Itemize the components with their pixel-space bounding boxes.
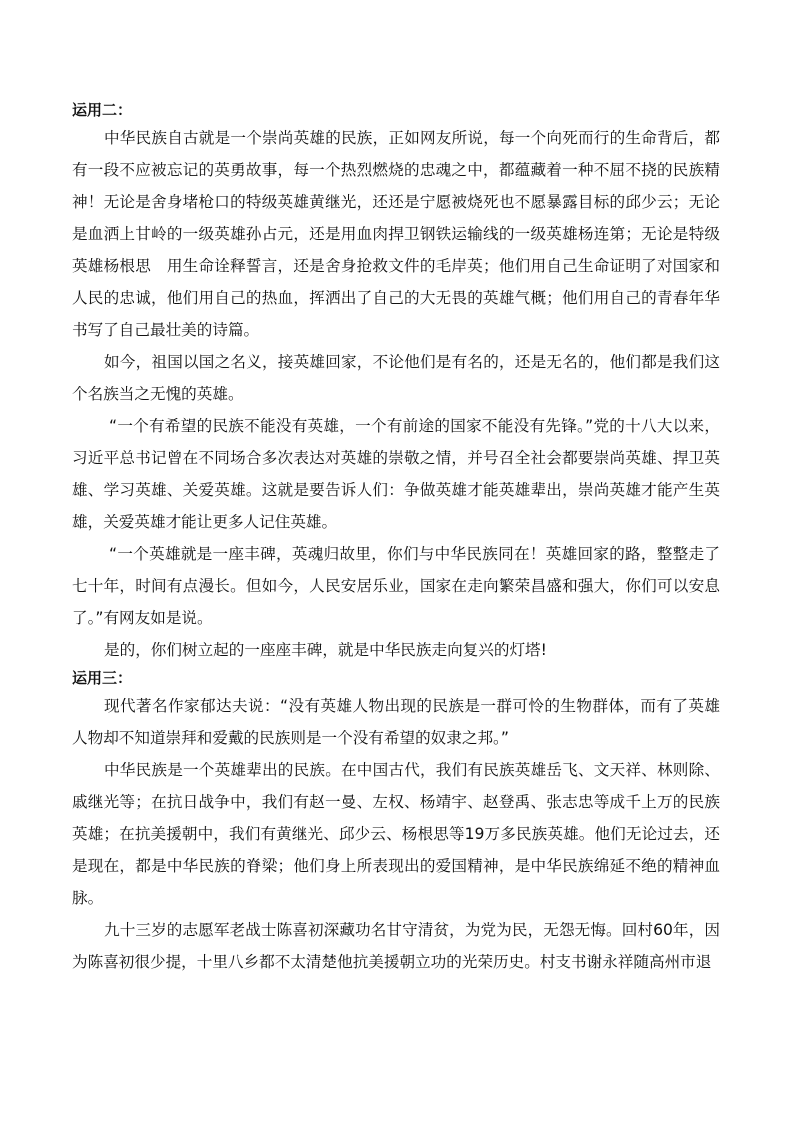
paragraph: “一个有希望的民族不能没有英雄，一个有前途的国家不能没有先锋。”党的十八大以来，习近平总书记曾在不同场合多次表达对英雄的崇敬之情，并号召全社会都要崇尚英雄、捍卫英雄、学习英雄、关爱英雄。这就是要告诉人们：争做英雄才能英雄辈出，崇尚英雄才能产生英雄，关爱英雄才能让更多人记住英雄。: [72, 417, 720, 531]
paragraph: 中华民族是一个英雄辈出的民族。在中国古代，我们有民族英雄岳飞、文天祥、林则除、戚继光等；在抗日战争中，我们有赵一曼、左权、杨靖宇、赵登禹、张志忠等成千上万的民族英雄；在抗美援朝中，我们有黄继光、邱少云、杨根思等19万多民族英雄。他们无论过去，还是现在，都是中华民族的脊梁；他们身上所表现出的爱国精神，是中华民族绵延不绝的精神血脉。: [72, 761, 720, 907]
paragraph: 现代著名作家郁达夫说：“没有英雄人物出现的民族是一群可怜的生物群体，而有了英雄人物却不知道崇拜和爱戴的民族则是一个没有希望的奴隶之邦。”: [72, 697, 720, 747]
paragraph: 中华民族自古就是一个崇尚英雄的民族，正如网友所说，每一个向死而行的生命背后，都有一段不应被忘记的英勇故事，每一个热烈燃烧的忠魂之中，都蕴藏着一种不屈不挠的民族精神！无论是舍身堵枪口的特级英雄黄继光，还还是宁愿被烧死也不愿暴露目标的邱少云；无论是血洒上甘岭的一级英雄孙占元，还是用血肉捍卫钢铁运输线的一级英雄杨连第；无论是特级英雄杨根思 用生命诠释誓言，还是舍身抢救文件的毛岸英；他们用自己生命证明了对国家和人民的忠诚，他们用自己的热血，挥洒出了自己的大无畏的英雄气概；他们用自己的青春年华书写了自己最壮美的诗篇。: [72, 129, 720, 339]
section-heading: 运用三：: [72, 669, 133, 687]
section-usage-two: [72, 98, 720, 666]
paragraph: 九十三岁的志愿军老战士陈喜初深藏功名甘守清贫，为党为民，无怨无悔。回村60年，因为陈喜初很少提，十里八乡都不太清楚他抗美援朝立功的光荣历史。村支书谢永祥随高州市退: [72, 921, 720, 971]
section-usage-three: [72, 666, 720, 978]
section-heading: 运用二：: [72, 101, 133, 119]
document-page: [72, 98, 720, 978]
paragraph: “一个英雄就是一座丰碑，英魂归故里，你们与中华民族同在！英雄回家的路，整整走了七十年，时间有点漫长。但如今，人民安居乐业，国家在走向繁荣昌盛和强大，你们可以安息了。”有网友如是说。: [72, 545, 720, 627]
paragraph: 是的，你们树立起的一座座丰碑，就是中华民族走向复兴的灯塔!: [104, 641, 547, 659]
paragraph: 如今，祖国以国之名义，接英雄回家，不论他们是有名的，还是无名的，他们都是我们这个名族当之无愧的英雄。: [72, 353, 720, 403]
